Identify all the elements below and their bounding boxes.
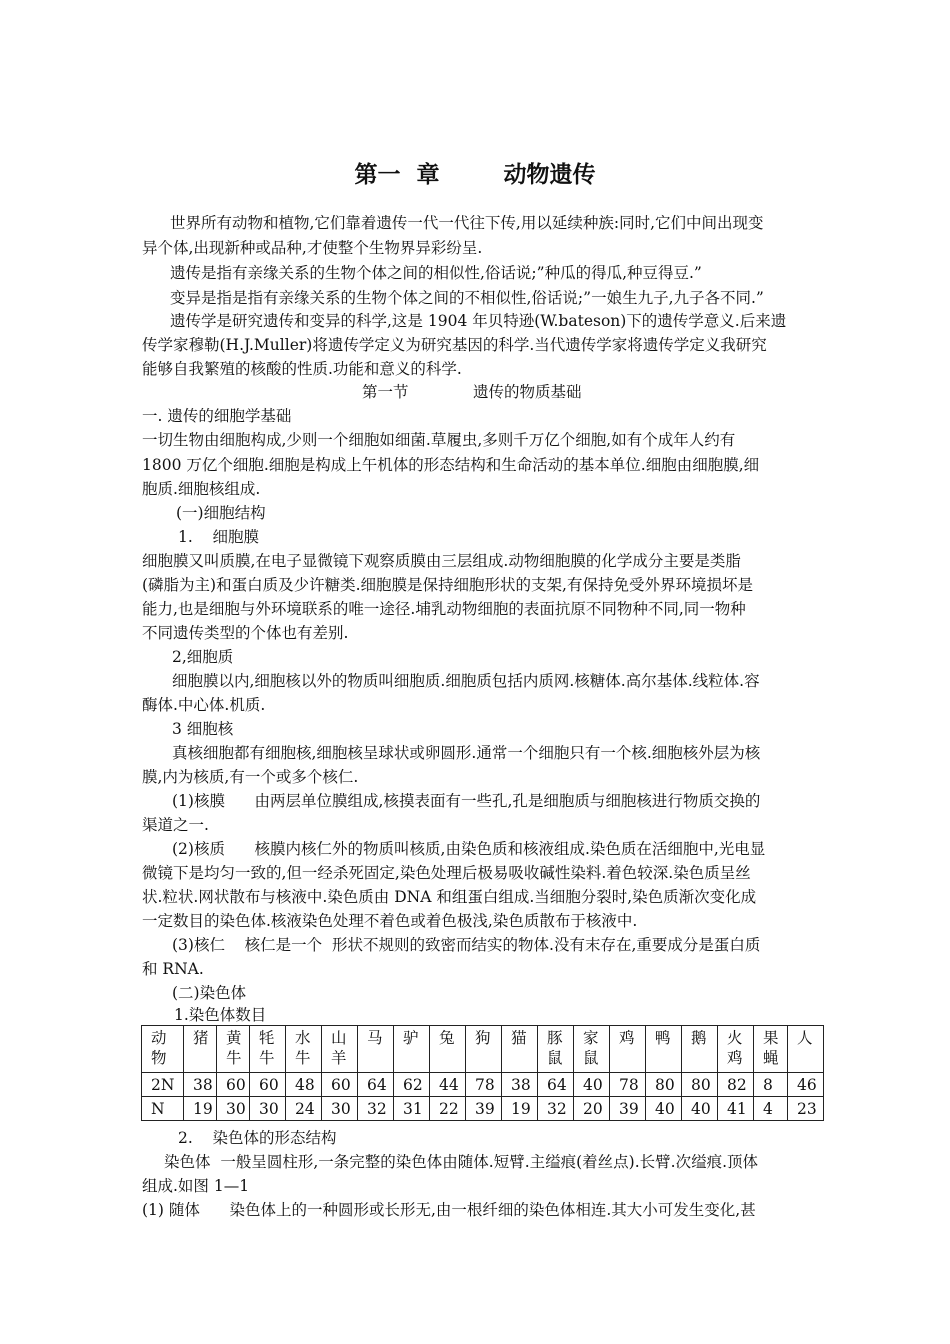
table-cell: 41 [718,1097,754,1121]
table-header-cell: 人 [788,1026,824,1073]
body-line: 一定数目的染色体.核液染色处理不着色或着色极浅,染色质散布于核液中. [142,912,638,930]
table-cell: 38 [184,1073,217,1097]
body-line: 真核细胞都有细胞核,细胞核呈球状或卵圆形.通常一个细胞只有一个核.细胞核外层为核 [172,744,761,762]
table-cell: 60 [217,1073,250,1097]
body-line: (2)核质 核膜内核仁外的物质叫核质,由染色质和核液组成.染色质在活细胞中,光电显 [172,840,766,858]
table-cell: 2N [142,1073,184,1097]
table-header-cell: 家 鼠 [574,1026,610,1073]
table-row-2n [142,1073,824,1097]
table-cell: 60 [250,1073,286,1097]
body-line: (磷脂为主)和蛋白质及少许糖类.细胞膜是保持细胞形状的支架,有保持免受外界环境损坏是 [142,576,753,594]
table-header-cell: 马 [358,1026,394,1073]
table-header-cell: 牦 牛 [250,1026,286,1073]
table-cell: 44 [430,1073,466,1097]
body-line: 酶体.中心体.机质. [142,696,266,714]
body-line: 和 RNA. [142,960,204,978]
table-header-cell: 鹅 [682,1026,718,1073]
table-header-cell: 豚 鼠 [538,1026,574,1073]
table-cell: 20 [574,1097,610,1121]
intro-line: 遗传是指有亲缘关系的生物个体之间的相似性,俗话说;”种瓜的得瓜,种豆得豆.” [170,264,702,282]
table-cell: 48 [286,1073,322,1097]
table-cell: 39 [610,1097,646,1121]
chapter-title: 第一 章 动物遗传 [354,162,596,188]
table-cell: 4 [754,1097,788,1121]
body-line: 状.粒状.网状散布与核液中.染色质由 DNA 和组蛋白组成.当细胞分裂时,染色质渐次变化成 [142,888,757,906]
intro-line: 遗传学是研究遗传和变异的科学,这是 1904 年贝特逊(W.bateson)下的遗传学意义.后来遗 [170,312,787,330]
table-header-cell: 猫 [502,1026,538,1073]
table-cell: 80 [646,1073,682,1097]
body-line: 渠道之一. [142,816,209,834]
table-cell: 38 [502,1073,538,1097]
subheading-chromosome: (二)染色体 [172,984,247,1002]
table-cell: 30 [322,1097,358,1121]
subheading-nucleus: 3 细胞核 [172,720,234,738]
table-header-cell: 水 牛 [286,1026,322,1073]
table-cell: 30 [217,1097,250,1121]
table-cell: 78 [466,1073,502,1097]
section-number: 第一节 [362,383,409,401]
table-row-n [142,1097,824,1121]
table-header-cell: 鸭 [646,1026,682,1073]
table-header-cell: 狗 [466,1026,502,1073]
table-cell: 62 [394,1073,430,1097]
table-cell: 78 [610,1073,646,1097]
table-cell: 80 [682,1073,718,1097]
table-cell: 39 [466,1097,502,1121]
table-cell: 82 [718,1073,754,1097]
table-cell: 40 [646,1097,682,1121]
table-header-cell: 鸡 [610,1026,646,1073]
heading-cytology: 一. 遗传的细胞学基础 [142,407,292,425]
table-cell: 19 [184,1097,217,1121]
table-cell: 40 [574,1073,610,1097]
table-cell: 46 [788,1073,824,1097]
intro-line: 传学家穆勒(H.J.Muller)将遗传学定义为研究基因的科学.当代遗传学家将遗传学定义我研究 [142,336,767,354]
body-line: (3)核仁 核仁是一个 形状不规则的致密而结实的物体.没有末存在,重要成分是蛋白质 [172,936,761,954]
table-header-cell: 山 羊 [322,1026,358,1073]
intro-line: 异个体,出现新种或品种,才使整个生物界异彩纷呈. [142,239,483,257]
chromosome-number-table [141,1025,824,1121]
table-cell: N [142,1097,184,1121]
table-cell: 30 [250,1097,286,1121]
subheading-chromosome-number: 1.染色体数目 [174,1006,267,1024]
table-header-cell: 果 蝇 [754,1026,788,1073]
table-cell: 60 [322,1073,358,1097]
table-header-cell: 火 鸡 [718,1026,754,1073]
table-cell: 22 [430,1097,466,1121]
intro-line: 变异是指是指有亲缘关系的生物个体之间的不相似性,俗话说;”一娘生九子,九子各不同.” [170,289,764,307]
table-header-cell: 猪 [184,1026,217,1073]
subheading-cell-structure: (一)细胞结构 [176,504,266,522]
table-header-cell: 兔 [430,1026,466,1073]
table-cell: 32 [538,1097,574,1121]
table-header-row [142,1026,824,1073]
table-cell: 8 [754,1073,788,1097]
subheading-cytoplasm: 2,细胞质 [172,648,234,666]
section-title: 遗传的物质基础 [473,383,582,401]
body-line: 膜,内为核质,有一个或多个核仁. [142,768,359,786]
intro-line: 能够自我繁殖的核酸的性质.功能和意义的科学. [142,360,462,378]
body-line: 不同遗传类型的个体也有差别. [142,624,349,642]
table-cell: 40 [682,1097,718,1121]
body-line: (1)核膜 由两层单位膜组成,核摸表面有一些孔,孔是细胞质与细胞核进行物质交换的 [172,792,761,810]
subheading-cell-membrane: 1. 细胞膜 [178,528,259,546]
body-line: 一切生物由细胞构成,少则一个细胞如细菌.草履虫,多则千万亿个细胞,如有个成年人约有 [142,431,736,449]
table-header-cell: 动 物 [142,1026,184,1073]
subheading-chromosome-morphology: 2. 染色体的形态结构 [178,1129,337,1147]
body-line: 染色体 一般呈圆柱形,一条完整的染色体由随体.短臂.主缢痕(着丝点).长臂.次缢痕.顶体 [164,1153,759,1171]
table-cell: 64 [538,1073,574,1097]
table-cell: 32 [358,1097,394,1121]
body-line: (1) 随体 染色体上的一种圆形或长形无,由一根纤细的染色体相连.其大小可发生变化,甚 [142,1201,756,1219]
body-line: 1800 万亿个细胞.细胞是构成上午机体的形态结构和生命活动的基本单位.细胞由细胞膜,细 [142,456,760,474]
body-line: 细胞膜以内,细胞核以外的物质叫细胞质.细胞质包括内质网.核糖体.高尔基体.线粒体.容 [172,672,760,690]
intro-line: 世界所有动物和植物,它们靠着遗传一代一代往下传,用以延续种族:同时,它们中间出现变 [170,214,764,232]
body-line: 细胞膜又叫质膜,在电子显微镜下观察质膜由三层组成.动物细胞膜的化学成分主要是类脂 [142,552,741,570]
body-line: 组成.如图 1—1 [142,1177,250,1195]
body-line: 胞质.细胞核组成. [142,480,261,498]
table-cell: 31 [394,1097,430,1121]
table-header-cell: 驴 [394,1026,430,1073]
body-line: 能力,也是细胞与外环境联系的唯一途径.埔乳动物细胞的表面抗原不同物种不同,同一物种 [142,600,746,618]
table-cell: 19 [502,1097,538,1121]
table-cell: 64 [358,1073,394,1097]
table-header-cell: 黄 牛 [217,1026,250,1073]
body-line: 微镜下是均匀一致的,但一经杀死固定,染色处理后极易吸收碱性染料.着色较深.染色质呈丝 [142,864,751,882]
table-cell: 23 [788,1097,824,1121]
table-cell: 24 [286,1097,322,1121]
